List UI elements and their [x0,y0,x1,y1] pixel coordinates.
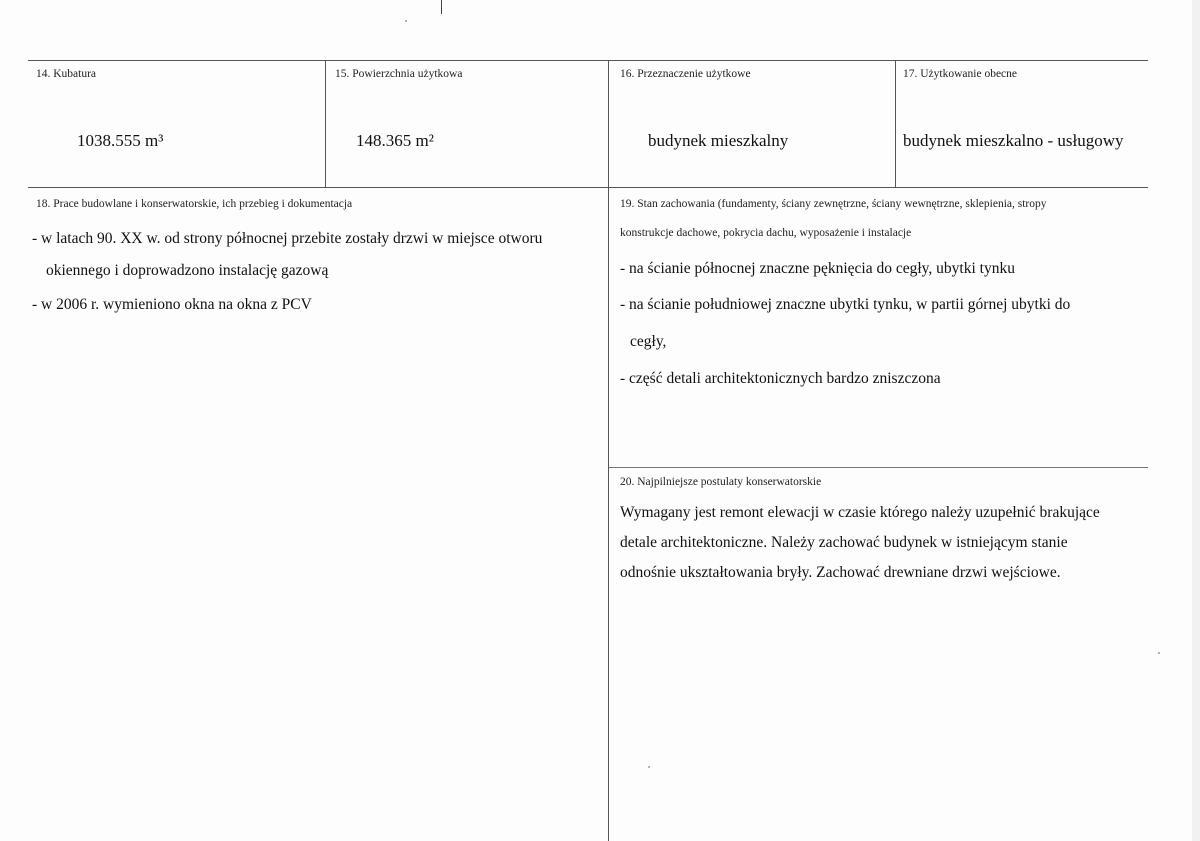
field-18-line: - w 2006 r. wymieniono okna na okna z PCV [32,296,312,313]
field-19-line: - część detali architektonicznych bardzo zniszczona [620,370,941,387]
field-14-label: 14. Kubatura [36,68,97,80]
field-18-line: - w latach 90. XX w. od strony północnej przebite zostały drzwi w miejsce otworu [32,230,543,247]
field-19-line: - na ścianie północnej znaczne pęknięcia do cegły, ubytki tynku [620,260,1015,277]
field-16-value: budynek mieszkalny [648,131,789,150]
field-19-label-cont: konstrukcje dachowe, pokrycia dachu, wyposażenie i instalacje [620,227,912,239]
field-17-label: 17. Użytkowanie obecne [903,68,1018,80]
scan-speck [1158,652,1160,654]
field-20-line: detale architektoniczne. Należy zachować budynek w istniejącym stanie [620,534,1068,551]
scan-speck [648,766,650,768]
field-15-label: 15. Powierzchnia użytkowa [335,68,463,80]
field-19-line: - na ścianie południowej znaczne ubytki tynku, w partii górnej ubytki do [620,296,1071,313]
scan-speck [405,20,407,22]
field-20-line: odnośnie ukształtowania bryły. Zachować drewniane drzwi wejściowe. [620,564,1061,581]
row1-bottom-border [28,187,1148,188]
field-20-label: 20. Najpilniejsze postulaty konserwatorskie [620,476,822,488]
top-border [28,60,1148,61]
field-18-line: okiennego i doprowadzono instalację gazową [46,262,329,279]
field-19-line: cegły, [630,333,667,350]
divider-16-17 [895,60,896,188]
field-18-label: 18. Prace budowlane i konserwatorskie, ich przebieg i dokumentacja [36,198,353,210]
divider-15-16 [608,60,609,841]
field-14-value: 1038.555 m³ [77,131,164,150]
divider-14-15 [325,60,326,188]
section-20-top-border [608,467,1148,468]
field-17-value: budynek mieszkalno - usługowy [903,131,1124,150]
fold-mark [441,0,442,14]
field-16-label: 16. Przeznaczenie użytkowe [620,68,751,80]
field-15-value: 148.365 m² [356,131,434,150]
field-19-label: 19. Stan zachowania (fundamenty, ściany zewnętrzne, ściany wewnętrzne, sklepienia, stropy [620,198,1047,210]
page-edge [1192,0,1200,841]
field-20-line: Wymagany jest remont elewacji w czasie którego należy uzupełnić brakujące [620,504,1100,521]
